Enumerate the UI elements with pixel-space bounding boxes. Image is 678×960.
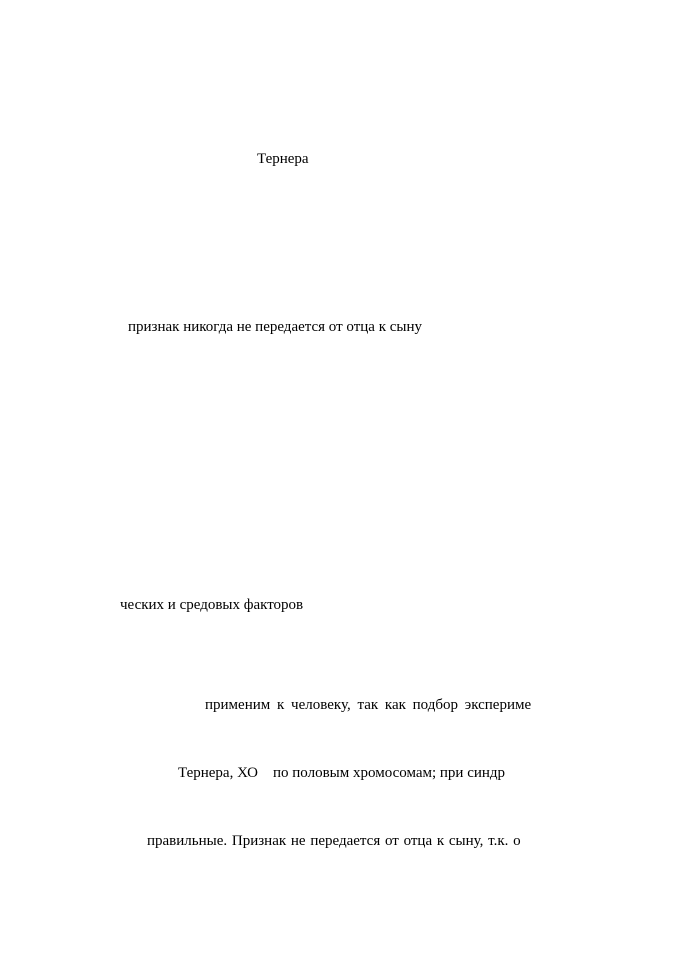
text-line-applicable-to-human: применим к человеку, так как подбор экспериме [205,697,532,713]
text-line-environmental-factors: ческих и средовых факторов [120,597,304,613]
text-line-correct-answer: правильные. Признак не передается от отца к сыну, т.к. о [147,833,521,849]
text-line-turner-title: Тернера [257,151,309,167]
text-line-trait-not-passed: признак никогда не передается от отца к сыну [128,319,423,335]
text-line-sex-chromosomes: Тернера, ХО по половым хромосомам; при синдр [178,765,506,781]
